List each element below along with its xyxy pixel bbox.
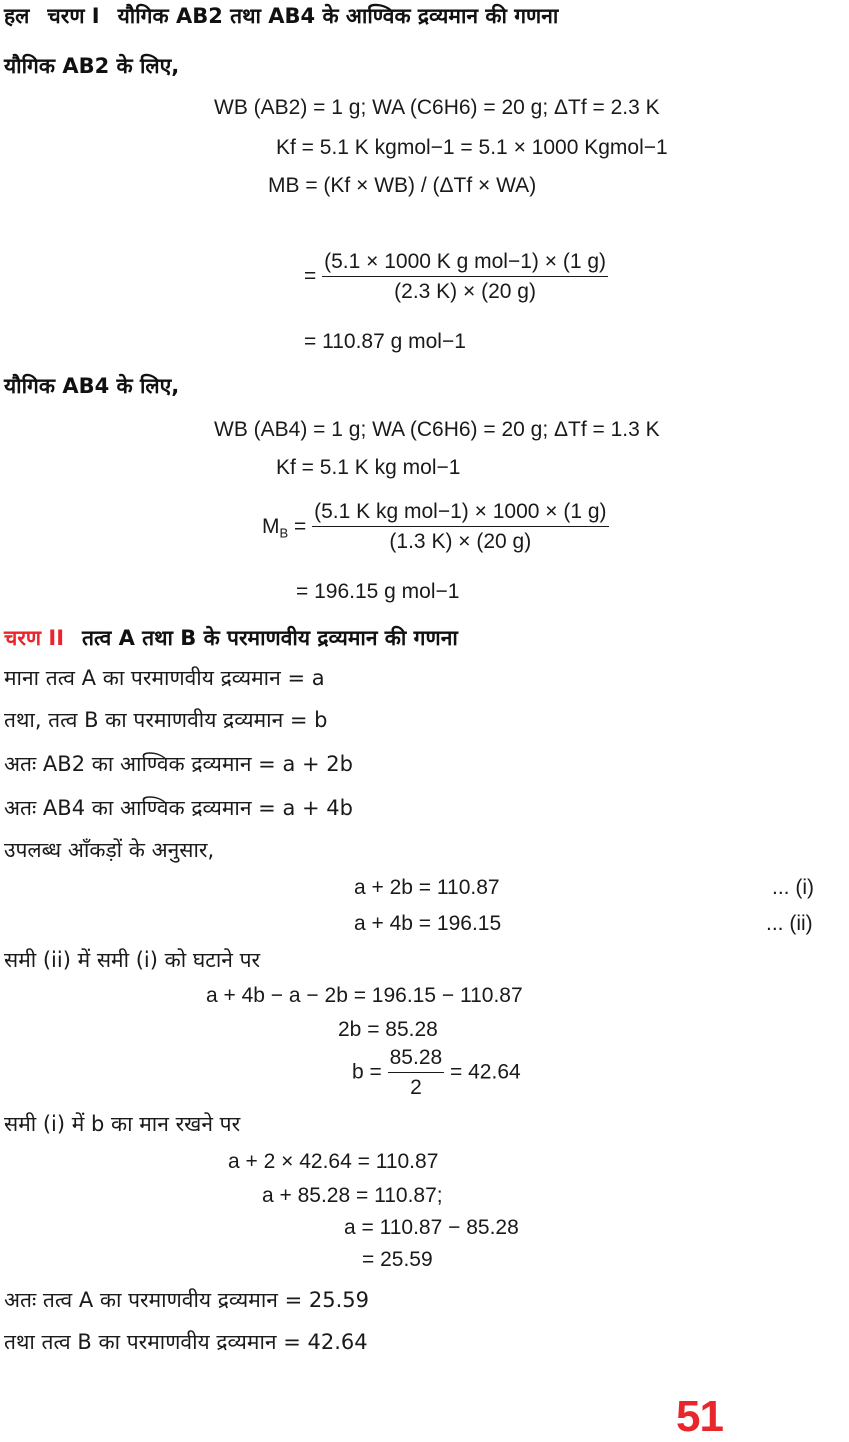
let-b-line: तथा, तत्व B का परमाणवीय द्रव्यमान = b [4, 708, 328, 732]
page-number: 51 [676, 1392, 723, 1441]
subtract-line: समी (ii) में समी (i) को घटाने पर [4, 948, 261, 972]
ab2-numerator: (5.1 × 1000 K g mol−1) × (1 g) [322, 250, 608, 277]
subtract-step-3 [352, 1046, 521, 1100]
b-rhs: = 42.64 [450, 1060, 521, 1084]
mass-b-result: तथा तत्व B का परमाणवीय द्रव्यमान = 42.64 [4, 1330, 368, 1354]
ab4-mass-line: अतः AB4 का आण्विक द्रव्यमान = a + 4b [4, 796, 353, 820]
ab2-kf-line: Kf = 5.1 K kgmol−1 = 5.1 × 1000 Kgmol−1 [276, 136, 668, 159]
equation-1-tag: ... (i) [772, 876, 814, 899]
step-1-label: चरण I [47, 4, 100, 28]
substitute-step-3: a = 110.87 − 85.28 [344, 1216, 519, 1239]
ab2-given-line: WB (AB2) = 1 g; WA (C6H6) = 20 g; ΔTf = 2.3 K [214, 96, 660, 119]
substitute-line: समी (i) में b का मान रखने पर [4, 1112, 241, 1136]
substitute-step-2: a + 85.28 = 110.87; [262, 1184, 443, 1207]
step-2-title: तत्व A तथा B के परमाणवीय द्रव्यमान की गणना [82, 626, 458, 650]
let-a-line: माना तत्व A का परमाणवीय द्रव्यमान = a [4, 666, 325, 690]
ab4-kf-line: Kf = 5.1 K kg mol−1 [276, 456, 461, 479]
ab2-formula: MB = (Kf × WB) / (ΔTf × WA) [268, 174, 537, 197]
for-ab4-label: यौगिक AB4 के लिए, [4, 374, 180, 398]
ab4-result: = 196.15 g mol−1 [296, 580, 460, 603]
subtract-step-2: 2b = 85.28 [338, 1018, 438, 1041]
ab4-given-line: WB (AB4) = 1 g; WA (C6H6) = 20 g; ΔTf = 1.3 K [214, 418, 660, 441]
ab2-mass-line: अतः AB2 का आण्विक द्रव्यमान = a + 2b [4, 752, 353, 776]
step-1-title: यौगिक AB2 तथा AB4 के आण्विक द्रव्यमान की गणना [117, 4, 559, 28]
b-lhs: b = [352, 1060, 382, 1084]
section-heading [4, 4, 558, 28]
equation-1: a + 2b = 110.87 [354, 876, 500, 899]
step-2-heading [4, 626, 458, 650]
ab2-substitution: = $\frac{\text{(5.1 × 1000 K g mol−1) × (1 g)}}{(2.3 K) \times (20 g)}$ [304, 250, 607, 303]
subtract-step-1: a + 4b − a − 2b = 196.15 − 110.87 [206, 984, 523, 1007]
substitute-step-4: = 25.59 [362, 1248, 433, 1271]
b-fraction [388, 1046, 445, 1100]
according-to-data-line: उपलब्ध आँकड़ों के अनुसार, [4, 838, 215, 862]
b-numerator: 85.28 [388, 1046, 445, 1073]
ab4-numerator: (5.1 K kg mol−1) × 1000 × (1 g) [312, 500, 608, 527]
ab4-substitution: $M_B$ = $\frac{\text{(5.1 K kg mol−1) × 1000 × (1 g)}}{(1.3 K) \times (20 g)}$ [262, 500, 607, 553]
b-denominator: 2 [410, 1076, 422, 1099]
equation-2-tag: ... (ii) [766, 912, 813, 935]
ab4-denominator: (1.3 K) × (20 g) [389, 530, 532, 553]
hal-label: हल [4, 4, 30, 28]
equation-2: a + 4b = 196.15 [354, 912, 502, 935]
for-ab2-label: यौगिक AB2 के लिए, [4, 54, 180, 78]
substitute-step-1: a + 2 × 42.64 = 110.87 [228, 1150, 439, 1173]
mass-a-result: अतः तत्व A का परमाणवीय द्रव्यमान = 25.59 [4, 1288, 369, 1312]
ab2-result: = 110.87 g mol−1 [304, 330, 466, 353]
step-2-label: चरण II [4, 626, 65, 650]
ab2-fraction [322, 250, 608, 304]
ab2-denominator: (2.3 K) × (20 g) [394, 280, 536, 303]
ab4-fraction [312, 500, 608, 554]
